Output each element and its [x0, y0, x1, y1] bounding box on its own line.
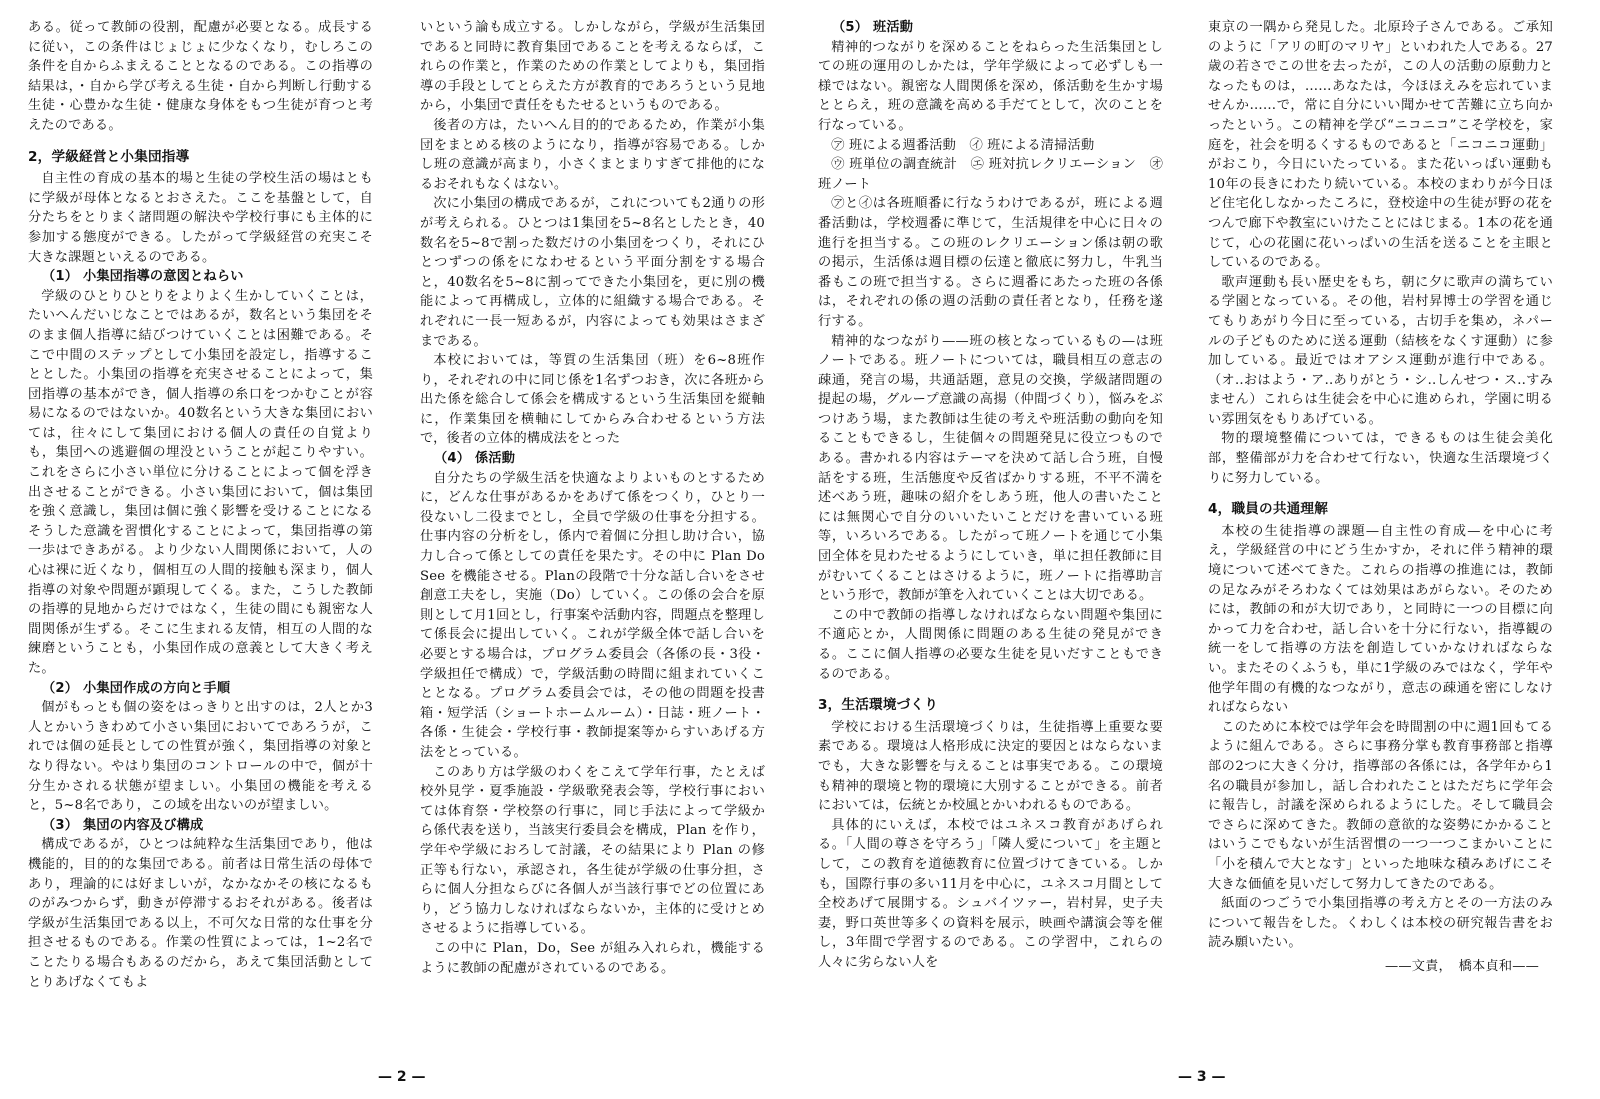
page3-column-2: [1208, 18, 1553, 977]
paragraph: ㋐と㋑は各班順番に行なうわけであるが，班による週番活動は，学校週番に準じて，生活規律を中心に日々の進行を担当する。この班のレクリエーション係は朝の歌の掲示，生活係は週目標の伝達と徹底に努力し，牛乳当番もこの班で担当する。さらに週番にあたった班の各係は，それぞれの係の週の活動の責任者となり，任務を遂行する。: [818, 196, 1163, 329]
paragraph: 本校の生徒指導の課題—自主性の育成—を中心に考え，学級経営の中にどう生かすか，それに伴う精神的環境について述べてきた。これらの指導の推進には，教師の足なみがそろわなくては効果はあがらない。そのためには，教師の和が大切であり，と同時に一つの目標に向かって力を合わせ，話し合いを十分に行ない，指導観の統一をして指導の方法を創造していかなければならない。またそのくふうも，単に1学級のみではなく，学年や他学年間の有機的なつながり，意志の疎通を密にしなければならない: [1208, 523, 1553, 716]
page-number: — 3 —: [1178, 1069, 1226, 1085]
subsection-heading: （1） 小集団指導の意図とねらい: [42, 269, 244, 285]
paragraph: 学校における生活環境づくりは，生徒指導上重要な要素である。環境は人格形成に決定的要因とはならないまでも，大きな影響を与えることは事実である。この環境も精神的環境と物的環境に大別することができる。前者においては，伝統とか校風とかいわれるものである。: [818, 719, 1163, 814]
paragraph: 自分たちの学級生活を快適なよりよいものとするために，どんな仕事があるかをあげて係をつくり，ひとり一役ないし二役までとし，全員で学級の仕事を分担する。仕事内容の分析をし，係内で着個に分担し助け合い，協力し合って係としての責任を果たす。その中に Plan Do See を機能させる。Planの段階で十分な話し合いをさせ創意工夫をし，実施（Do）していく。この係の会合を原則として月1回とし，行事案や活動内容，問題点を整理して係長会に提出していく。これが学級全体で話し合いを必要とする場合は，プログラム委員会（各係の長・3役・学級担任で構成）で，学級活動の時間に組まれていくこととなる。プログラム委員会では，その他の問題を投書箱・短学活（ショートホームルーム）・日誌・班ノート・各係・生徒会・学校行事・教師提案等からすいあげる方法をとっている。: [420, 470, 765, 760]
paragraph: 歌声運動も長い歴史をもち，朝に夕に歌声の満ちている学園となっている。その他，岩村昇博士の学習を通じてもりあがり今日に至っている，古切手を集め，ネパールの子どものために送る運動（結核をなくす運動）に参加している。最近ではオアシス運動が進行中である。（オ‥おはよう・ア‥ありがとう・シ‥しんせつ・ス‥すみません）これらは生徒会を中心に進められ，学園に明るい雰囲気をもりあげている。: [1208, 274, 1553, 427]
section-heading: 3，生活環境づくり: [818, 697, 939, 714]
paragraph: 物的環境整備については，できるものは生徒会美化部，整備部が力を合わせて行ない，快適な生活環境づくりに努力している。: [1208, 431, 1553, 486]
paragraph: このあり方は学級のわくをこえて学年行事，たとえば校外見学・夏季施設・学級歌発表会等，学校行事においては体育祭・学校祭の行事に，同じ手法によって学級から係代表を送り，当該実行委員会を構成，Plan を作り，学年や学級におろして討議，その結果により Plan の修正等も行ない，承認され，各生徒が学級の仕事分担，さらに個人分担ならびに各個人が当該行事でどの位置にあり，どう協力しなければならないか，主体的に受けとめさせるように指導している。: [420, 764, 765, 937]
paragraph: 次に小集団の構成であるが，これについても2通りの形が考えられる。ひとつは1集団を5~8名としたとき，40数名を5~8で割った数だけの小集団をつくり，それにひとつずつの係をになわせるという平面分割をする場合と，40数名を5~8に割ってできた小集団を，更に別の機能によって再構成し，立体的に組織する場合である。それぞれに一長一短あるが，内容によっても効果はさまざまである。: [420, 196, 765, 349]
section-heading: 4，職員の共通理解: [1208, 501, 1329, 518]
paragraph: 学級のひとりひとりをよりよく生かしていくことは，たいへんだいじなことではあるが，数名という集団をそのまま個人指導に結びつけていくことは困難である。そこで中間のステップとして小集団を設定し，指導することとした。小集団の指導を充実させることによって，集団指導の基本ができ，個人指導の糸口をつかむことが容易になるのではないか。40数名という大きな集団においては，往々にして集団における個人の責任の自覚よりも，集団への逃避個の埋没ということが起こりやすい。これをさらに小さい単位に分けることによって個を浮き出させることができる。小さい集団において，個は集団を強く意識し，集団は個に強く影響を受けることになるそうした意識を習慣化することによって，集団指導の第一歩はできあがる。より少ない人間関係において，人の心は裸に近くなり，個相互の人間的接触も深まり，個人指導の対象や問題が顕現してくる。また，こうした教師の指導的見地からだけではなく，生徒の間にも親密な人間関係が生ずる。そこに生まれる友情，相互の人間的な練磨ということも，小集団作成の意義として大きく考えた。: [28, 288, 373, 676]
paragraph: いという論も成立する。しかしながら，学級が生活集団であると同時に教育集団であることを考えるならば，これらの作業と，作業のための作業としてよりも，集団指導の手段としてとらえた方が教育的であろうという見地から，小集団で責任をもたせるというものである。: [420, 20, 765, 114]
paragraph: 紙面のつごうで小集団指導の考え方とその一方法のみについて報告をした。くわしくは本校の研究報告書をお読み願いたい。: [1208, 896, 1553, 951]
page-3: [800, 0, 1600, 1099]
paragraph: このために本校では学年会を時間割の中に週1回もてるように組んである。さらに事務分掌も教育事務部と指導部の2つに大きく分け，指導部の各係には，各学年から1名の職員が参加し，話し合われたことはただちに学年会に報告し，討議を深められるようにした。そして職員会でさらに深めてきた。教師の意欲的な姿勢にかかることはいうこでもないが生活習慣の一つ一つこまかいことに「小を積んで大となす」といった地味な積みあげにこそ大きな価値を見いだして努力してきたのである。: [1208, 719, 1553, 892]
paragraph: 本校においては，等質の生活集団（班）を6~8班作り，それぞれの中に同じ係を1名ずつおき，次に各班から出た係を総合して係会を構成するという生活集団を縦軸に，作業集団を横軸にしてからみ合わせるという方法で，後者の立体的構成法をとった: [420, 353, 765, 447]
section-heading: 2，学級経営と小集団指導: [28, 148, 190, 165]
paragraph: 精神的つながりを深めることをねらった生活集団としての班の運用のしかたは，学年学級によって必ずしも一様ではない。親密な人間関係を深め，係活動を生かす場ととらえ，班の意識を高める手だてとして，次のことを行なっている。: [818, 39, 1163, 133]
paragraph: 精神的なつながり——班の核となっているもの—は班ノートである。班ノートについては，職員相互の意志の疎通，発言の場，共通話題，意見の交換，学級諸問題の提起の場，グループ意識の高揚（仲間づくり），悩みをぶつけあう場，また教師は生徒の考えや班活動の動向を知ることもできるし，生徒個々の問題発見に役立つものである。書かれる内容はテーマを決めて話し合う班，自慢話をする班，生活態度や反省ばかりする班，不平不満を述べあう班，趣味の紹介をしあう班，他人の書いたことには無関心で自分のいいたいことだけを書いている班等，いろいろである。したがって班ノートを通じて小集団全体を見わたせるようにしていき，単に担任教師に目がむいてくることはさけるように，班ノートに指導助言という形で，教師が筆を入れていくことは大切である。: [818, 333, 1163, 604]
paragraph: この中で教師の指導しなければならない問題や集団に不適応とか，人間関係に問題のある生徒の発見ができる。ここに個人指導の必要な生徒を見いだすこともできるのである。: [818, 607, 1163, 682]
subsection-heading: （5） 班活動: [832, 20, 914, 35]
paragraph: 具体的にいえば，本校ではユネスコ教育があげられる。「人間の尊さを守ろう」「隣人愛について」を主題として，この教育を道徳教育に位置づけてきている。しかも，国際行事の多い11月を中心に，ユネスコ月間として全校あげて展開する。シュバイツァー，岩村昇，史子夫妻，野口英世等多くの資料を展示，映画や講演会等を催し，3年間で学習するのである。この学習中，これらの人々に劣らない人を: [818, 817, 1163, 970]
page2-column-1: [28, 18, 373, 992]
page3-column-1: [818, 18, 1163, 973]
subsection-heading: （3） 集団の内容及び構成: [42, 817, 204, 833]
author-signature: ——文責， 橋本貞和——: [1384, 958, 1539, 974]
paragraph: 自主性の育成の基本的場と生徒の学校生活の場はともに学級が母体となるとおさえた。ここを基盤として，自分たちをとりまく諸問題の解決や学校行事にも主体的に参加する態度ができる。したがって学級経営の充実こそ大きな課題といえるのである。: [28, 171, 373, 265]
paragraph: 東京の一隅から発見した。北原玲子さんである。ご承知のように「アリの町のマリヤ」といわれた人である。27歳の若さでこの世を去ったが，この人の活動の原動力となったものは，……あなたは，今ほほえみを忘れていませんか……で，常に自分にいい聞かせて苦難に立ち向かったという。この精神を学び“ニコニコ”こそ学校を，家庭を，社会を明るくするものであると「ニコニコ運動」がおこり，今日にいたっている。また花いっぱい運動も10年の長きにわたり続いている。本校のまわりが今日ほど住宅化しなかったころに，登校途中の生徒が野の花をつんで廊下や教室にいけたことにはじまる。1本の花を通じて，心の花園に花いっぱいの生活を送ることを主眼としているのである。: [1208, 20, 1553, 271]
paragraph: 後者の方は，たいへん目的的であるため，作業が小集団をまとめる核のようになり，指導が容易である。しかし班の意識が高まり，小さくまとまりすぎて排他的になるおそれもなくはない。: [420, 117, 765, 192]
paragraph: 構成であるが，ひとつは純粋な生活集団であり，他は機能的，目的的な集団である。前者は日常生活の母体であり，理論的には好ましいが，なかなかその核になるものがみつからず，動きが停滞するおそれがある。後者は学級が生活集団である以上，不可欠な日常的な仕事を分担させるものである。作業の性質によっては，1~2名でことたりる場合もあるのだから，あえて集団活動としてとりあげなくてもよ: [28, 837, 373, 990]
list-item: ㋒ 班単位の調査統計 ㋓ 班対抗レクリエーション ㋔ 班ノート: [818, 157, 1163, 192]
subsection-heading: （4） 係活動: [434, 451, 516, 467]
paragraph: 個がもっとも個の姿をはっきりと出すのは，2人とか3人とかいうきわめて小さい集団においてであろうが，これでは個の延長としての性質が強く，集団指導の対象となり得ない。やはり集団のコントロールの中で，個が十分生かされる状態が望ましい。小集団の機能を考えると，5~8名であり，この域を出ないのが望ましい。: [28, 700, 373, 814]
page2-column-2: [420, 18, 765, 978]
paragraph: ある。従って教師の役割，配慮が必要となる。成長するに従い，この条件はじょじょに少なくなり，むしろこの条件を自からふまえることとなるのである。この指導の結果は，・自から学び考える生徒・自から判断し行動する生徒・心豊かな生徒・健康な身体をもつ生徒が育つと考えたのである。: [28, 20, 373, 133]
page-number: — 2 —: [378, 1069, 426, 1085]
list-item: ㋐ 班による週番活動 ㋑ 班による清掃活動: [831, 137, 1095, 153]
subsection-heading: （2） 小集団作成の方向と手順: [42, 680, 231, 696]
paragraph: この中に Plan，Do，See が組み入れられ，機能するように教師の配慮がされているのである。: [420, 940, 765, 976]
